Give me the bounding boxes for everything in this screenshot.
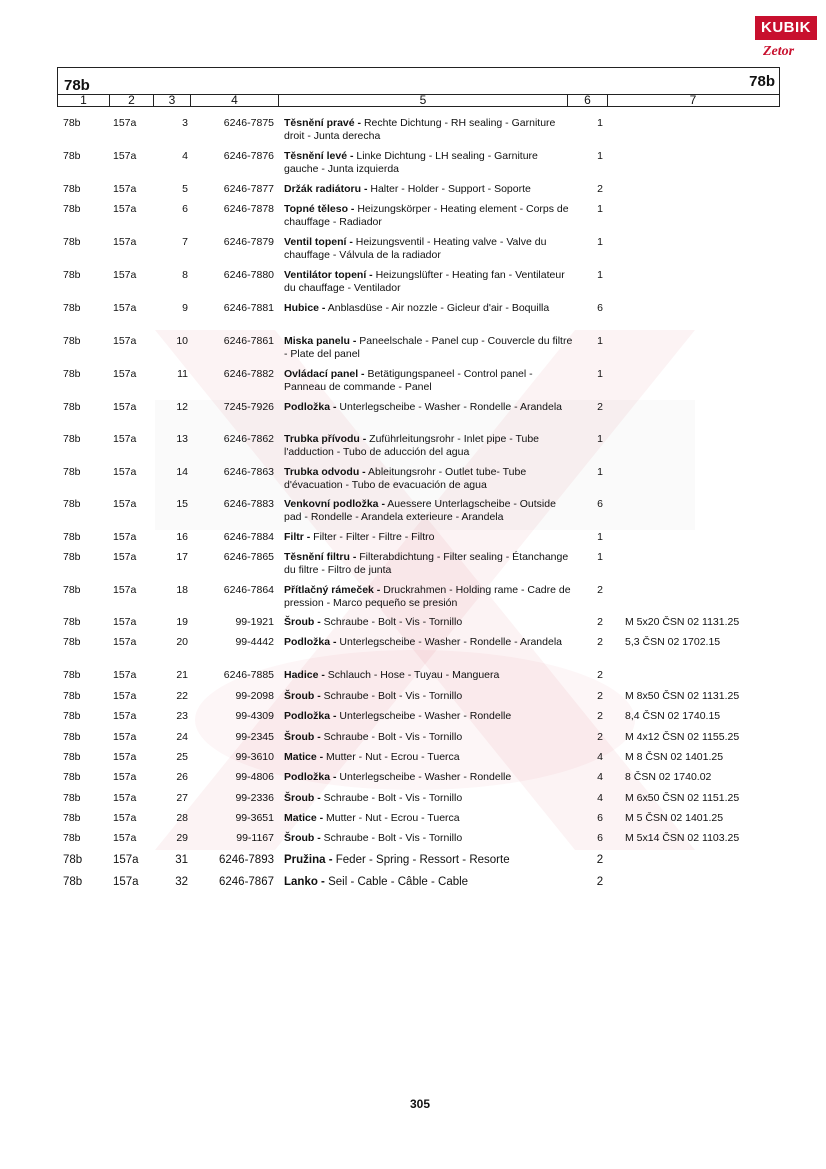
cell-part-number: 99-4806 [235, 771, 274, 783]
part-translations: Heizungskörper - Heating element - Corps de chauffage - Radiador [284, 203, 569, 228]
cell-quantity: 4 [597, 792, 603, 804]
cell-note: M 5x20 ČSN 02 1131.25 [625, 616, 740, 628]
cell-figure: 157a [113, 183, 137, 195]
cell-description [284, 876, 574, 889]
cell-description [284, 854, 574, 867]
cell-description [284, 551, 574, 577]
part-name: Přítlačný rámeček - [284, 584, 381, 596]
part-translations: Heizungsventil - Heating valve - Valve du chauffage - Válvula de la radiador [284, 236, 547, 261]
cell-section: 78b [63, 710, 81, 722]
cell-note: M 5x14 ČSN 02 1103.25 [625, 832, 740, 844]
cell-part-number: 6246-7876 [223, 150, 274, 162]
cell-quantity: 6 [597, 812, 603, 824]
cell-description [284, 498, 574, 524]
part-translations: Auessere Unterlagscheibe - Outside pad - Rondelle - Arandela exterieure - Arandela [284, 498, 556, 523]
cell-section: 78b [63, 150, 81, 162]
cell-position: 23 [176, 710, 188, 722]
cell-description [284, 335, 574, 361]
cell-quantity: 4 [597, 771, 603, 783]
cell-part-number: 99-1921 [235, 616, 274, 628]
column-header-6: 6 [567, 94, 607, 106]
cell-note: M 6x50 ČSN 02 1151.25 [625, 792, 740, 804]
cell-figure: 157a [113, 690, 137, 702]
cell-position: 11 [177, 368, 188, 380]
cell-section: 78b [63, 669, 81, 681]
cell-description [284, 368, 574, 394]
cell-part-number: 6246-7881 [223, 302, 274, 314]
part-name: Lanko - [284, 876, 325, 888]
cell-position: 29 [176, 832, 188, 844]
cell-note: M 4x12 ČSN 02 1155.25 [625, 731, 740, 743]
cell-figure: 157a [113, 302, 137, 314]
cell-quantity: 1 [597, 150, 603, 162]
part-name: Šroub - [284, 832, 321, 844]
cell-part-number: 6246-7862 [223, 433, 274, 445]
part-name: Topné těleso - [284, 203, 355, 215]
part-name: Podložka - [284, 710, 337, 722]
cell-quantity: 1 [597, 335, 603, 347]
cell-description [284, 466, 574, 492]
cell-position: 20 [176, 636, 188, 648]
cell-position: 28 [176, 812, 188, 824]
cell-section: 78b [63, 616, 81, 628]
cell-description [284, 751, 574, 764]
cell-note: M 5 ČSN 02 1401.25 [625, 812, 724, 824]
cell-figure: 157a [113, 401, 137, 413]
cell-position: 26 [176, 771, 188, 783]
cell-figure: 157a [113, 433, 137, 445]
column-header-2: 2 [109, 94, 153, 106]
cell-figure: 157a [113, 584, 137, 596]
cell-quantity: 6 [597, 832, 603, 844]
part-translations: Unterlegscheibe - Washer - Rondelle - Arandela [336, 401, 562, 413]
cell-position: 9 [182, 302, 188, 314]
part-name: Šroub - [284, 690, 321, 702]
part-translations: Ableitungsrohr - Outlet tube- Tube d'évacuation - Tubo de evacuación de agua [284, 466, 527, 491]
cell-description [284, 117, 574, 143]
cell-section: 78b [63, 117, 81, 129]
cell-quantity: 1 [597, 236, 603, 248]
part-translations: Filter - Filter - Filtre - Filtro [310, 531, 435, 543]
part-name: Matice - [284, 751, 324, 763]
cell-quantity: 2 [597, 731, 603, 743]
section-code-left: 78b [64, 77, 90, 94]
cell-quantity: 4 [597, 751, 603, 763]
part-translations: Rechte Dichtung - RH sealing - Garniture droit - Junta derecha [284, 117, 556, 142]
part-name: Podložka - [284, 771, 337, 783]
part-name: Šroub - [284, 731, 321, 743]
part-translations: Heizungslüfter - Heating fan - Ventilateur du chauffage - Ventilador [284, 269, 565, 294]
cell-description [284, 832, 574, 845]
part-name: Hadice - [284, 669, 325, 681]
cell-position: 12 [176, 401, 188, 413]
part-name: Ventil topení - [284, 236, 353, 248]
cell-figure: 157a [113, 335, 137, 347]
section-code-right: 78b [749, 73, 775, 90]
cell-section: 78b [63, 368, 81, 380]
cell-description [284, 236, 574, 262]
part-name: Pružina - [284, 854, 333, 866]
cell-position: 3 [182, 117, 188, 129]
cell-part-number: 6246-7883 [223, 498, 274, 510]
cell-figure: 157a [113, 854, 139, 866]
cell-note: 5,3 ČSN 02 1702.15 [625, 636, 721, 648]
cell-figure: 157a [113, 616, 137, 628]
cell-quantity: 1 [597, 368, 603, 380]
cell-section: 78b [63, 876, 83, 888]
cell-position: 22 [176, 690, 188, 702]
part-translations: Schraube - Bolt - Vis - Tornillo [320, 792, 463, 804]
cell-description [284, 302, 574, 315]
cell-section: 78b [63, 401, 81, 413]
cell-quantity: 2 [597, 584, 603, 596]
cell-description [284, 616, 574, 629]
cell-description [284, 690, 574, 703]
cell-figure: 157a [113, 771, 137, 783]
cell-figure: 157a [113, 751, 137, 763]
cell-section: 78b [63, 812, 81, 824]
cell-quantity: 1 [597, 466, 603, 478]
cell-quantity: 6 [597, 498, 603, 510]
cell-part-number: 6246-7893 [219, 854, 274, 866]
cell-description [284, 433, 574, 459]
part-name: Ventilátor topení - [284, 269, 373, 281]
part-translations: Schraube - Bolt - Vis - Tornillo [320, 616, 463, 628]
cell-section: 78b [63, 269, 81, 281]
part-name: Filtr - [284, 531, 311, 543]
cell-part-number: 99-2345 [235, 731, 274, 743]
cell-position: 8 [182, 269, 188, 281]
cell-description [284, 636, 574, 649]
cell-figure: 157a [113, 669, 137, 681]
cell-position: 19 [176, 616, 188, 628]
part-name: Těsnění filtru - [284, 551, 357, 563]
part-name: Šroub - [284, 792, 321, 804]
cell-position: 5 [182, 183, 188, 195]
cell-description [284, 731, 574, 744]
cell-part-number: 6246-7882 [223, 368, 274, 380]
cell-quantity: 1 [597, 203, 603, 215]
part-name: Hubice - [284, 302, 326, 314]
cell-figure: 157a [113, 636, 137, 648]
part-translations: Schraube - Bolt - Vis - Tornillo [320, 731, 463, 743]
cell-section: 78b [63, 690, 81, 702]
cell-position: 25 [176, 751, 188, 763]
cell-figure: 157a [113, 731, 137, 743]
cell-description [284, 812, 574, 825]
cell-section: 78b [63, 636, 81, 648]
cell-quantity: 2 [597, 710, 603, 722]
cell-position: 17 [176, 551, 188, 563]
cell-position: 4 [182, 150, 188, 162]
cell-position: 31 [175, 854, 188, 866]
cell-part-number: 6246-7885 [223, 669, 274, 681]
cell-part-number: 7245-7926 [223, 401, 274, 413]
cell-position: 15 [176, 498, 188, 510]
part-name: Těsnění pravé - [284, 117, 362, 129]
cell-description [284, 531, 574, 544]
cell-figure: 157a [113, 466, 137, 478]
cell-section: 78b [63, 751, 81, 763]
cell-figure: 157a [113, 150, 137, 162]
cell-section: 78b [63, 236, 81, 248]
part-translations: Halter - Holder - Support - Soporte [367, 183, 531, 195]
cell-part-number: 99-2098 [235, 690, 274, 702]
cell-part-number: 6246-7880 [223, 269, 274, 281]
cell-section: 78b [63, 466, 81, 478]
cell-position: 21 [176, 669, 188, 681]
cell-description [284, 669, 574, 682]
cell-section: 78b [63, 792, 81, 804]
column-header-7: 7 [607, 94, 778, 106]
cell-part-number: 99-3651 [235, 812, 274, 824]
cell-quantity: 2 [597, 401, 603, 413]
part-name: Podložka - [284, 636, 337, 648]
cell-quantity: 2 [596, 854, 604, 866]
cell-section: 78b [63, 731, 81, 743]
part-name: Matice - [284, 812, 324, 824]
cell-position: 14 [176, 466, 188, 478]
cell-figure: 157a [113, 812, 137, 824]
cell-quantity: 2 [596, 876, 604, 888]
cell-note: 8 ČSN 02 1740.02 [625, 771, 712, 783]
cell-quantity: 1 [597, 433, 603, 445]
cell-position: 16 [176, 531, 188, 543]
cell-quantity: 1 [597, 551, 603, 563]
cell-section: 78b [63, 531, 81, 543]
cell-part-number: 6246-7865 [223, 551, 274, 563]
cell-figure: 157a [113, 792, 137, 804]
part-translations: Mutter - Nut - Ecrou - Tuerca [323, 751, 460, 763]
cell-part-number: 6246-7861 [223, 335, 274, 347]
cell-part-number: 6246-7863 [223, 466, 274, 478]
cell-section: 78b [63, 335, 81, 347]
cell-quantity: 2 [597, 616, 603, 628]
cell-position: 13 [176, 433, 188, 445]
cell-quantity: 2 [597, 636, 603, 648]
cell-position: 24 [176, 731, 188, 743]
cell-position: 10 [176, 335, 188, 347]
cell-description [284, 269, 574, 295]
part-name: Těsnění levé - [284, 150, 354, 162]
part-translations: Mutter - Nut - Ecrou - Tuerca [323, 812, 460, 824]
cell-figure: 157a [113, 531, 137, 543]
cell-position: 7 [182, 236, 188, 248]
cell-section: 78b [63, 854, 83, 866]
part-translations: Anblasdüse - Air nozzle - Gicleur d'air - Boquilla [325, 302, 550, 314]
logo-zetor: Zetor [763, 44, 795, 59]
part-translations: Linke Dichtung - LH sealing - Garniture gauche - Junta izquierda [284, 150, 538, 175]
cell-section: 78b [63, 203, 81, 215]
part-translations: Schraube - Bolt - Vis - Tornillo [320, 832, 463, 844]
cell-section: 78b [63, 551, 81, 563]
column-header-4: 4 [190, 94, 278, 106]
cell-quantity: 2 [597, 690, 603, 702]
cell-section: 78b [63, 584, 81, 596]
cell-part-number: 6246-7884 [223, 531, 274, 543]
cell-figure: 157a [113, 269, 137, 281]
cell-section: 78b [63, 832, 81, 844]
cell-part-number: 6246-7878 [223, 203, 274, 215]
part-name: Podložka - [284, 401, 337, 413]
part-name: Držák radiátoru - [284, 183, 368, 195]
part-translations: Filterabdichtung - Filter sealing - Étanchange du filtre - Filtro de junta [284, 551, 569, 576]
cell-description [284, 792, 574, 805]
part-name: Venkovní podložka - [284, 498, 385, 510]
cell-section: 78b [63, 302, 81, 314]
part-translations: Schlauch - Hose - Tuyau - Manguera [324, 669, 500, 681]
cell-description [284, 710, 574, 723]
cell-description [284, 203, 574, 229]
part-name: Trubka odvodu - [284, 466, 366, 478]
cell-note: 8,4 ČSN 02 1740.15 [625, 710, 721, 722]
cell-position: 32 [175, 876, 188, 888]
cell-description [284, 401, 574, 414]
part-translations: Seil - Cable - Câble - Cable [324, 876, 469, 888]
cell-part-number: 6246-7877 [223, 183, 274, 195]
part-name: Trubka přívodu - [284, 433, 367, 445]
cell-part-number: 6246-7875 [223, 117, 274, 129]
cell-figure: 157a [113, 117, 137, 129]
cell-figure: 157a [113, 551, 137, 563]
part-translations: Schraube - Bolt - Vis - Tornillo [320, 690, 463, 702]
cell-part-number: 99-1167 [236, 832, 274, 844]
cell-description [284, 150, 574, 176]
cell-part-number: 99-2336 [235, 792, 274, 804]
part-name: Ovládací panel - [284, 368, 365, 380]
column-header-3: 3 [153, 94, 190, 106]
cell-section: 78b [63, 433, 81, 445]
cell-description [284, 183, 574, 196]
part-translations: Unterlegscheibe - Washer - Rondelle [336, 710, 512, 722]
part-translations: Paneelschale - Panel cup - Couvercle du filtre - Plate del panel [284, 335, 573, 360]
cell-position: 27 [176, 792, 188, 804]
part-translations: Feder - Spring - Ressort - Resorte [332, 854, 510, 866]
cell-quantity: 1 [597, 117, 603, 129]
cell-part-number: 6246-7879 [223, 236, 274, 248]
cell-part-number: 6246-7867 [219, 876, 274, 888]
cell-figure: 157a [113, 236, 137, 248]
logo-kubik: KUBIK [755, 16, 817, 40]
column-header-1: 1 [80, 93, 87, 107]
cell-quantity: 1 [597, 269, 603, 281]
cell-position: 6 [182, 203, 188, 215]
cell-figure: 157a [113, 498, 137, 510]
cell-quantity: 2 [597, 669, 603, 681]
cell-part-number: 99-4309 [235, 710, 274, 722]
part-translations: Druckrahmen - Holding rame - Cadre de pression - Marco pequeño se presión [284, 584, 571, 609]
part-translations: Betätigungspaneel - Control panel - Panneau de commande - Panel [284, 368, 533, 393]
cell-figure: 157a [113, 876, 139, 888]
part-name: Miska panelu - [284, 335, 357, 347]
cell-note: M 8 ČSN 02 1401.25 [625, 751, 724, 763]
cell-section: 78b [63, 183, 81, 195]
cell-part-number: 99-4442 [235, 636, 274, 648]
cell-section: 78b [63, 771, 81, 783]
part-translations: Unterlegscheibe - Washer - Rondelle - Arandela [336, 636, 562, 648]
cell-figure: 157a [113, 710, 137, 722]
cell-figure: 157a [113, 368, 137, 380]
part-name: Šroub - [284, 616, 321, 628]
cell-figure: 157a [113, 832, 137, 844]
cell-quantity: 1 [597, 531, 603, 543]
cell-description [284, 584, 574, 610]
cell-quantity: 2 [597, 183, 603, 195]
cell-quantity: 6 [597, 302, 603, 314]
cell-section: 78b [63, 498, 81, 510]
part-translations: Zuführleitungsrohr - Inlet pipe - Tube l'adduction - Tubo de aducción del agua [284, 433, 540, 458]
cell-part-number: 99-3610 [235, 751, 274, 763]
cell-figure: 157a [113, 203, 137, 215]
cell-part-number: 6246-7864 [223, 584, 274, 596]
cell-position: 18 [176, 584, 188, 596]
cell-note: M 8x50 ČSN 02 1131.25 [625, 690, 740, 702]
part-translations: Unterlegscheibe - Washer - Rondelle [336, 771, 512, 783]
column-header-5: 5 [278, 94, 567, 106]
page-number: 305 [409, 1097, 431, 1111]
cell-description [284, 771, 574, 784]
